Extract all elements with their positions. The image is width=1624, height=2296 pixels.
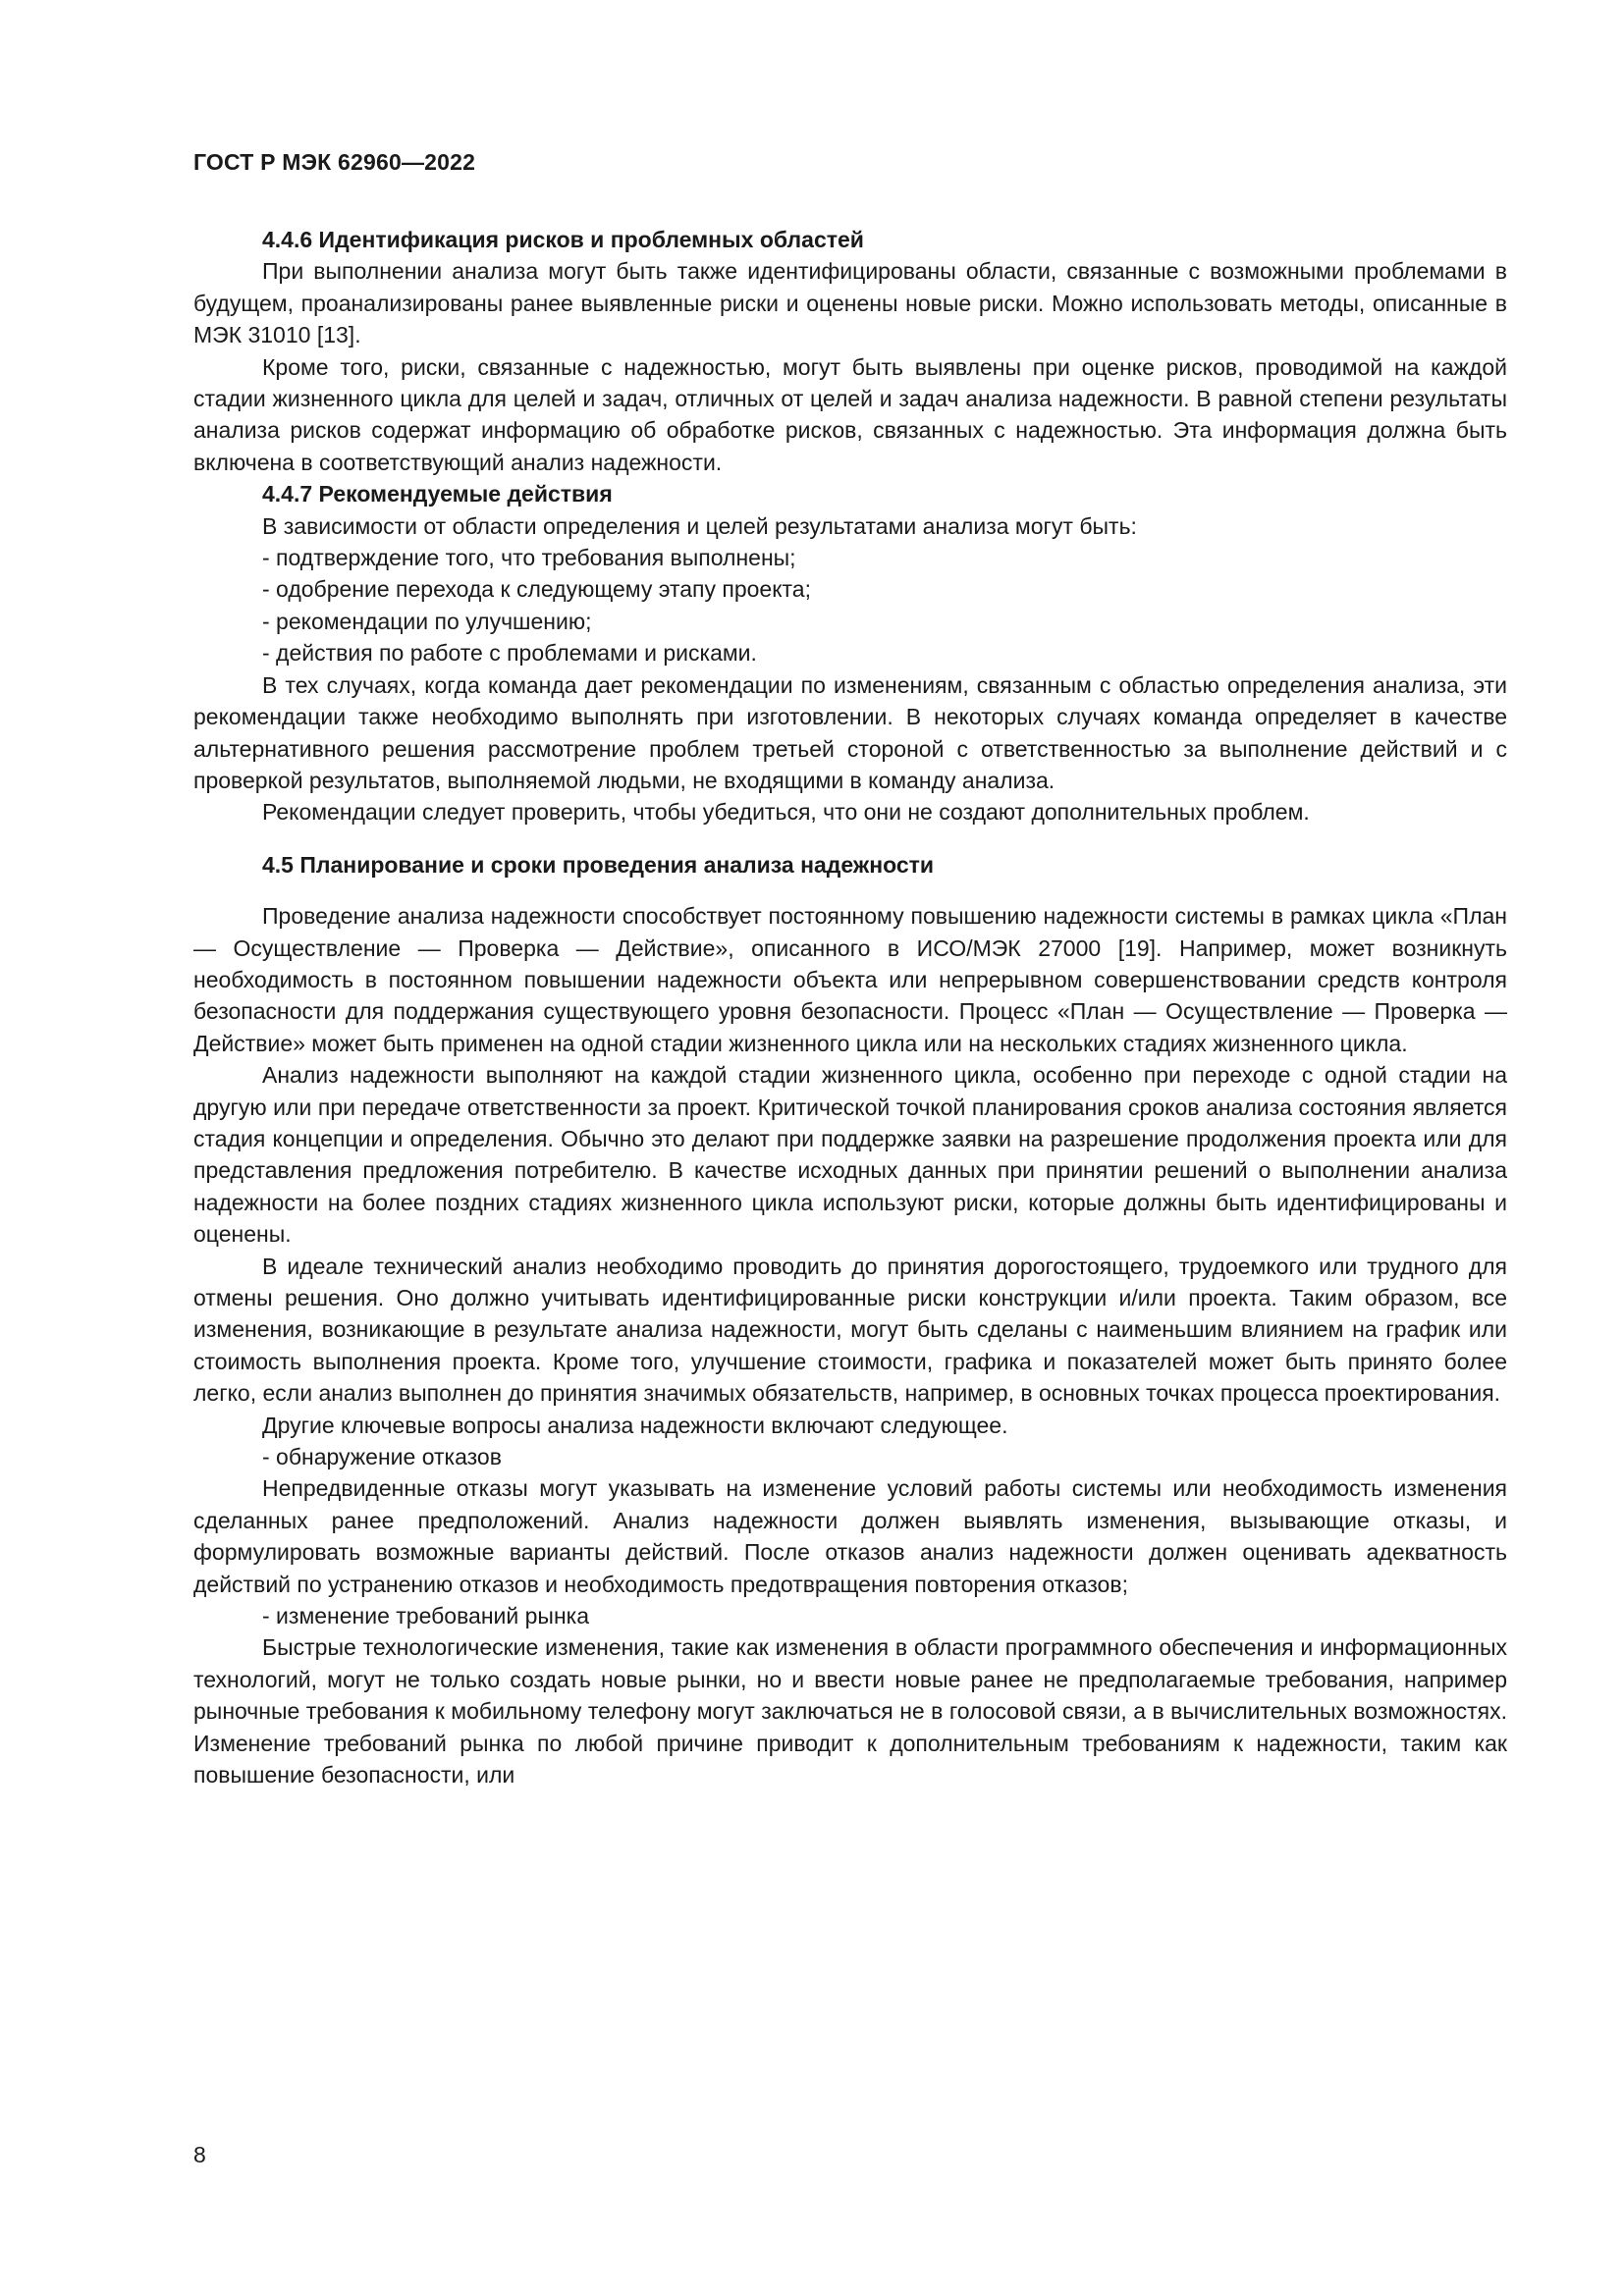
- list-item: - одобрение перехода к следующему этапу проекта;: [262, 576, 811, 603]
- paragraph: Анализ надежности выполняют на каждой стадии жизненного цикла, особенно при переходе с одной стадии на другую или при передаче ответственности за проект. Критической точкой планирования сроков анализа состояния является стадия концепции и определения. Обычно это делают при поддержке заявки на разрешение продолжения проекта или для представления предложения потребителю. В качестве исходных данных при принятии решений о выполнении анализа надежности на более поздних стадиях жизненного цикла используют риски, которые должны быть идентифицированы и оценены.: [193, 1062, 1507, 1248]
- paragraph: Непредвиденные отказы могут указывать на изменение условий работы системы или необходимость изменения сделанных ранее предположений. Анализ надежности должен выявлять изменения, вызывающие отказы, и формулировать возможные варианты действий. После отказов анализ надежности должен оценивать адекватность действий по устранению отказов и необходимость предотвращения повторения отказов;: [193, 1475, 1507, 1597]
- section-heading-4-5: 4.5 Планирование и сроки проведения анализа надежности: [262, 851, 935, 878]
- paragraph: В идеале технический анализ необходимо проводить до принятия дорогостоящего, трудоемкого или трудного для отмены решения. Оно должно учитывать идентифицированные риски конструкции и/или проекта. Таким образом, все изменения, возникающие в результате анализа надежности, могут быть сделаны с наименьшим влиянием на график или стоимость выполнения проекта. Кроме того, улучшение стоимости, графика и показателей может быть принято более легко, если анализ выполнен до принятия значимых обязательств, например, в основных точках процесса проектирования.: [193, 1253, 1507, 1407]
- paragraph: В зависимости от области определения и целей результатами анализа могут быть:: [262, 512, 1137, 539]
- list-item: - рекомендации по улучшению;: [262, 608, 592, 634]
- recommended-actions-list: [193, 542, 1507, 669]
- paragraph: Проведение анализа надежности способствует постоянному повышению надежности системы в рамках цикла «План — Осуществление — Проверка — Действие», описанного в ИСО/МЭК 27000 [19]. Например, может возникнуть необходимость в постоянном повышении надежности объекта или непрерывном совершенствовании средств контроля безопасности для поддержания существующего уровня безопасности. Процесс «План — Осуществление — Проверка — Действие» может быть применен на одной стадии жизненного цикла или на нескольких стадиях жизненного цикла.: [193, 903, 1507, 1056]
- list-item: - действия по работе с проблемами и рисками.: [262, 640, 757, 667]
- issue-list-1: [193, 1441, 1507, 1472]
- list-item: - обнаружение отказов: [262, 1444, 502, 1470]
- paragraph: При выполнении анализа могут быть также идентифицированы области, связанные с возможными проблемами в будущем, проанализированы ранее выявленные риски и оценены новые риски. Можно использовать методы, описанные в МЭК 31010 [13].: [193, 258, 1507, 348]
- list-item: - подтверждение того, что требования выполнены;: [262, 545, 796, 571]
- paragraph: Кроме того, риски, связанные с надежностью, могут быть выявлены при оценке рисков, проводимой на каждой стадии жизненного цикла для целей и задач, отличных от целей и задач анализа надежности. В равной степени результаты анализа рисков содержат информацию об обработке рисков, связанных с надежностью. Эта информация должна быть включена в соответствующий анализ надежности.: [193, 353, 1507, 475]
- page-number: 8: [193, 2142, 206, 2167]
- issue-list-2: [193, 1600, 1507, 1631]
- document-header: ГОСТ Р МЭК 62960—2022: [193, 149, 476, 175]
- list-item: - изменение требований рынка: [262, 1603, 590, 1629]
- section-heading-4-4-6: 4.4.6 Идентификация рисков и проблемных областей: [262, 227, 864, 252]
- document-body: [193, 224, 1507, 1791]
- paragraph: В тех случаях, когда команда дает рекомендации по изменениям, связанным с областью определения анализа, эти рекомендации также необходимо выполнять при изготовлении. В некоторых случаях команда определяет в качестве альтернативного решения рассмотрение проблем третьей стороной с ответственностью за выполнение действий и с проверкой результатов, выполняемой людьми, не входящими в команду анализа.: [193, 671, 1507, 793]
- paragraph: Быстрые технологические изменения, такие как изменения в области программного обеспечения и информационных технологий, могут не только создать новые рынки, но и ввести новые ранее не предполагаемые требования, например рыночные требования к мобильному телефону могут заключаться не в голосовой связи, а в вычислительных возможностях. Изменение требований рынка по любой причине приводит к дополнительным требованиям к надежности, таким как повышение безопасности, или: [193, 1634, 1507, 1789]
- paragraph: Рекомендации следует проверить, чтобы убедиться, что они не создают дополнительных проблем.: [262, 799, 1310, 826]
- section-heading-4-4-7: 4.4.7 Рекомендуемые действия: [262, 481, 613, 507]
- paragraph: Другие ключевые вопросы анализа надежности включают следующее.: [262, 1412, 1008, 1438]
